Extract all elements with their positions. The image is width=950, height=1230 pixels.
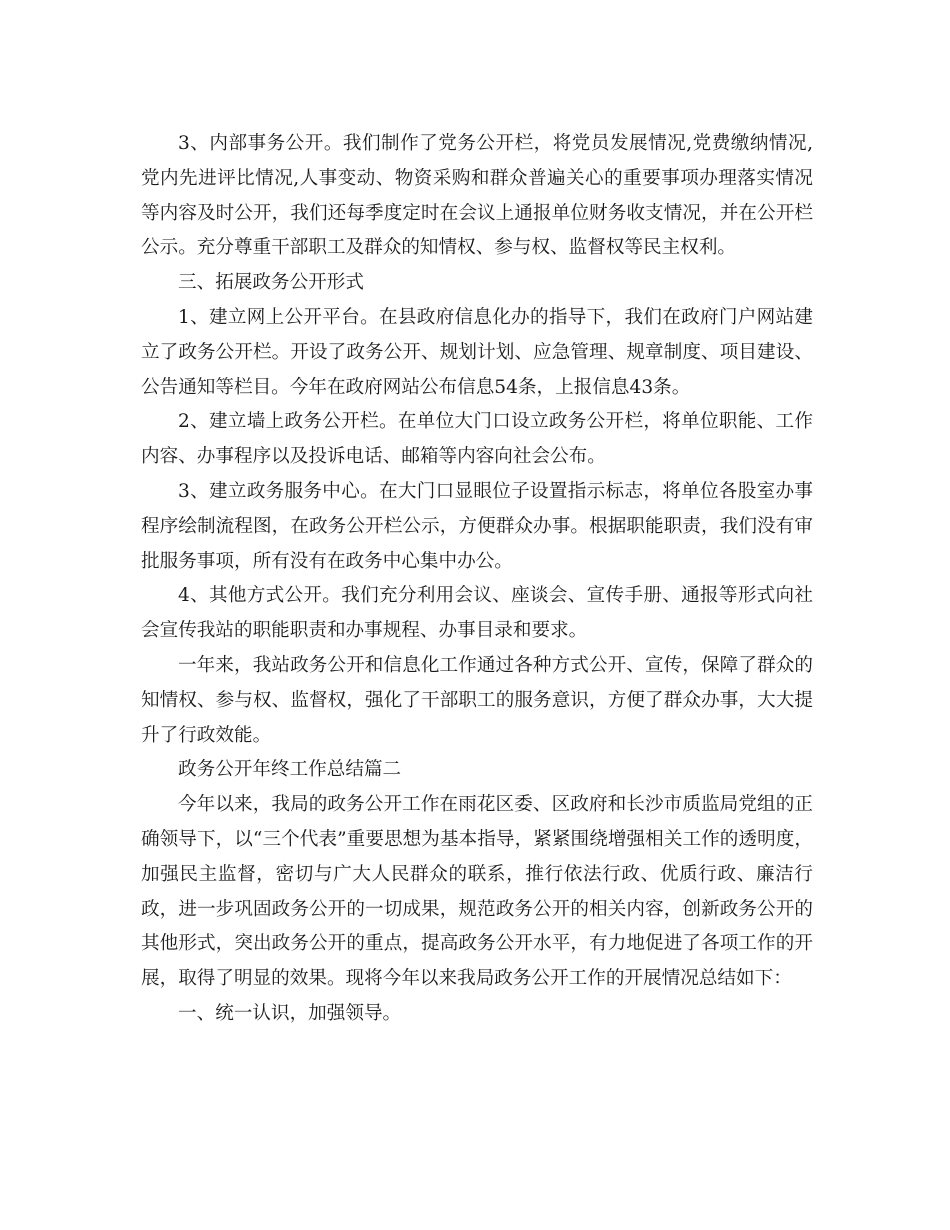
paragraph-other-methods: 4、其他方式公开。我们充分利用会议、座谈会、宣传手册、通报等形式向社会宣传我站的职能职责和办事规程、办事目录和要求。 [141,585,813,642]
section-heading-unify-understanding: 一、统一认识，加强领导。 [178,1002,402,1024]
paragraph-part-two-intro: 今年以来，我局的政务公开工作在雨花区委、区政府和长沙市质监局党组的正确领导下，以“三个代表”重要思想为基本指导，紧紧围绕增强相关工作的透明度，加强民主监督，密切与广大人民群众的联系，推行依法行政、优质行政、廉洁行政，进一步巩固政务公开的一切成果，规范政务公开的相关内容，创新政务公开的其他形式，突出政务公开的重点，提高政务公开水平，有力地促进了各项工作的开展，取得了明显的效果。现将今年以来我局政务公开工作的开展情况总结如下： [141,794,813,990]
paragraph-year-summary: 一年来，我站政务公开和信息化工作通过各种方式公开、宣传，保障了群众的知情权、参与权、监督权，强化了干部职工的服务意识，方便了群众办事，大大提升了行政效能。 [141,654,813,746]
paragraph-online-platform: 1、建立网上公开平台。在县政府信息化办的指导下，我们在政府门户网站建立了政务公开栏。开设了政务公开、规划计划、应急管理、规章制度、项目建设、公告通知等栏目。今年在政府网站公布信息54条，上报信息43条。 [141,306,813,398]
paragraph-service-center: 3、建立政务服务中心。在大门口显眼位子设置指示标志，将单位各股室办事程序绘制流程图，在政务公开栏公示，方便群众办事。根据职能职责，我们没有审批服务事项，所有没有在政务中心集中办公。 [141,480,813,572]
paragraph-internal-affairs: 3、内部事务公开。我们制作了党务公开栏，将党员发展情况,党费缴纳情况,党内先进评比情况,人事变动、物资采购和群众普遍关心的重要事项办理落实情况等内容及时公开，我们还每季度定时在会议上通报单位财务收支情况，并在公开栏公示。充分尊重干部职工及群众的知情权、参与权、监督权等民主权利。 [141,133,813,259]
paragraph-wall-board: 2、建立墙上政务公开栏。在单位大门口设立政务公开栏，将单位职能、工作内容、办事程序以及投诉电话、邮箱等内容向社会公布。 [141,411,813,468]
section-heading-expand-forms: 三、拓展政务公开形式 [178,272,364,294]
document-body [141,127,813,1032]
section-heading-part-two: 政务公开年终工作总结篇二 [178,759,402,781]
